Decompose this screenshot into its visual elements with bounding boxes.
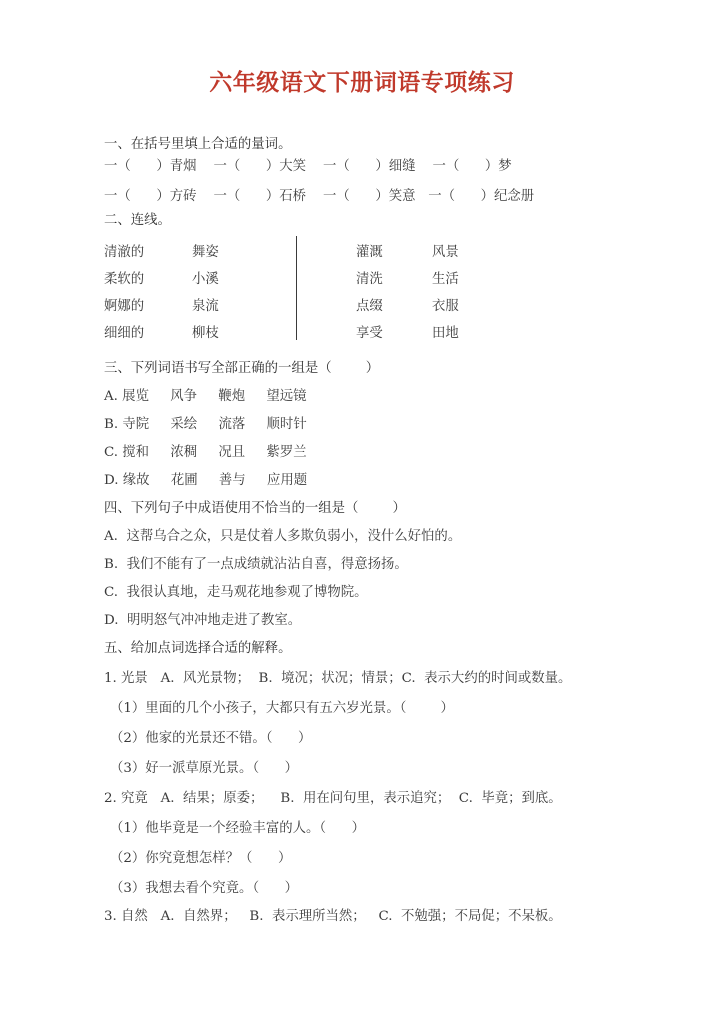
- match-item[interactable]: 舞姿: [192, 245, 219, 260]
- matching-column-c: [356, 244, 383, 352]
- section-3-option-b[interactable]: B. 寺院 采绘 流落 顺时针: [104, 417, 307, 432]
- section-4-heading: 四、下列句子中成语使用不恰当的一组是（ ）: [104, 501, 406, 516]
- section-1-heading: 一、在括号里填上合适的量词。: [104, 137, 292, 152]
- section-5-heading: 五、给加点词选择合适的解释。: [104, 641, 292, 656]
- section-2-heading: 二、连线。: [104, 213, 171, 228]
- match-item[interactable]: 灌溉: [356, 245, 383, 260]
- match-item[interactable]: 点缀: [356, 299, 383, 314]
- matching-column-d: [432, 244, 459, 352]
- page-title: 六年级语文下册词语专项练习: [209, 69, 515, 96]
- section-3-heading: 三、下列词语书写全部正确的一组是（ ）: [104, 361, 380, 376]
- match-item[interactable]: 清洗: [356, 272, 383, 287]
- match-item[interactable]: 细细的: [104, 326, 145, 341]
- match-item[interactable]: 田地: [432, 326, 459, 341]
- matching-column-a: [104, 244, 144, 352]
- section-4-option-b[interactable]: B. 我们不能有了一点成绩就沾沾自喜，得意扬扬。: [104, 557, 408, 572]
- match-item[interactable]: 衣服: [432, 299, 459, 314]
- matching-column-b: [192, 244, 219, 352]
- match-item[interactable]: 风景: [432, 245, 459, 260]
- section-5-item-2-prompt: 2. 究竟 A. 结果；原委； B. 用在问句里，表示追究； C. 毕竟；到底。: [104, 791, 562, 806]
- section-1-line-2: 一（ ）方砖 一（ ）石桥 一（ ）笑意 一（ ）纪念册: [104, 189, 535, 204]
- match-item[interactable]: 泉流: [192, 299, 219, 314]
- section-4-option-a[interactable]: A. 这帮乌合之众，只是仗着人多欺负弱小，没什么好怕的。: [104, 529, 462, 544]
- section-5-item-2-question-2[interactable]: （2）你究竟想怎样？（ ）: [110, 851, 292, 866]
- section-4-option-c[interactable]: C. 我很认真地，走马观花地参观了博物院。: [104, 585, 368, 600]
- matching-exercise: [0, 240, 724, 348]
- section-5-item-1-question-2[interactable]: （2）他家的光景还不错。（ ）: [110, 731, 312, 746]
- section-4-option-d[interactable]: D. 明明怒气冲冲地走进了教室。: [104, 613, 302, 628]
- section-5-item-1-question-1[interactable]: （1）里面的几个小孩子，大都只有五六岁光景。（ ）: [110, 701, 454, 716]
- match-item[interactable]: 生活: [432, 272, 459, 287]
- match-item[interactable]: 婀娜的: [104, 299, 145, 314]
- match-item[interactable]: 小溪: [192, 272, 219, 287]
- section-1-line-1: 一（ ）青烟 一（ ）大笑 一（ ）细缝 一（ ）梦: [104, 159, 512, 174]
- match-item[interactable]: 柔软的: [104, 272, 145, 287]
- section-3-option-c[interactable]: C. 搅和 浓稠 况且 紫罗兰: [104, 445, 307, 460]
- match-item[interactable]: 享受: [356, 326, 383, 341]
- section-5-item-2-question-1[interactable]: （1）他毕竟是一个经验丰富的人。（ ）: [110, 821, 365, 836]
- section-3-option-a[interactable]: A. 展览 风争 鞭炮 望远镜: [104, 389, 307, 404]
- section-5-item-2-question-3[interactable]: （3）我想去看个究竟。（ ）: [110, 881, 299, 896]
- section-5-item-1-prompt: 1. 光景 A. 风光景物； B. 境况；状况；情景；C. 表示大约的时间或数量。: [104, 671, 572, 686]
- section-5-item-1-question-3[interactable]: （3）好一派草原光景。（ ）: [110, 761, 299, 776]
- section-5-item-3-prompt: 3. 自然 A. 自然界； B. 表示理所当然； C. 不勉强；不局促；不呆板。: [104, 909, 562, 924]
- match-item[interactable]: 柳枝: [192, 326, 219, 341]
- match-item[interactable]: 清澈的: [104, 245, 145, 260]
- section-3-option-d[interactable]: D. 缘故 花圃 善与 应用题: [104, 473, 308, 488]
